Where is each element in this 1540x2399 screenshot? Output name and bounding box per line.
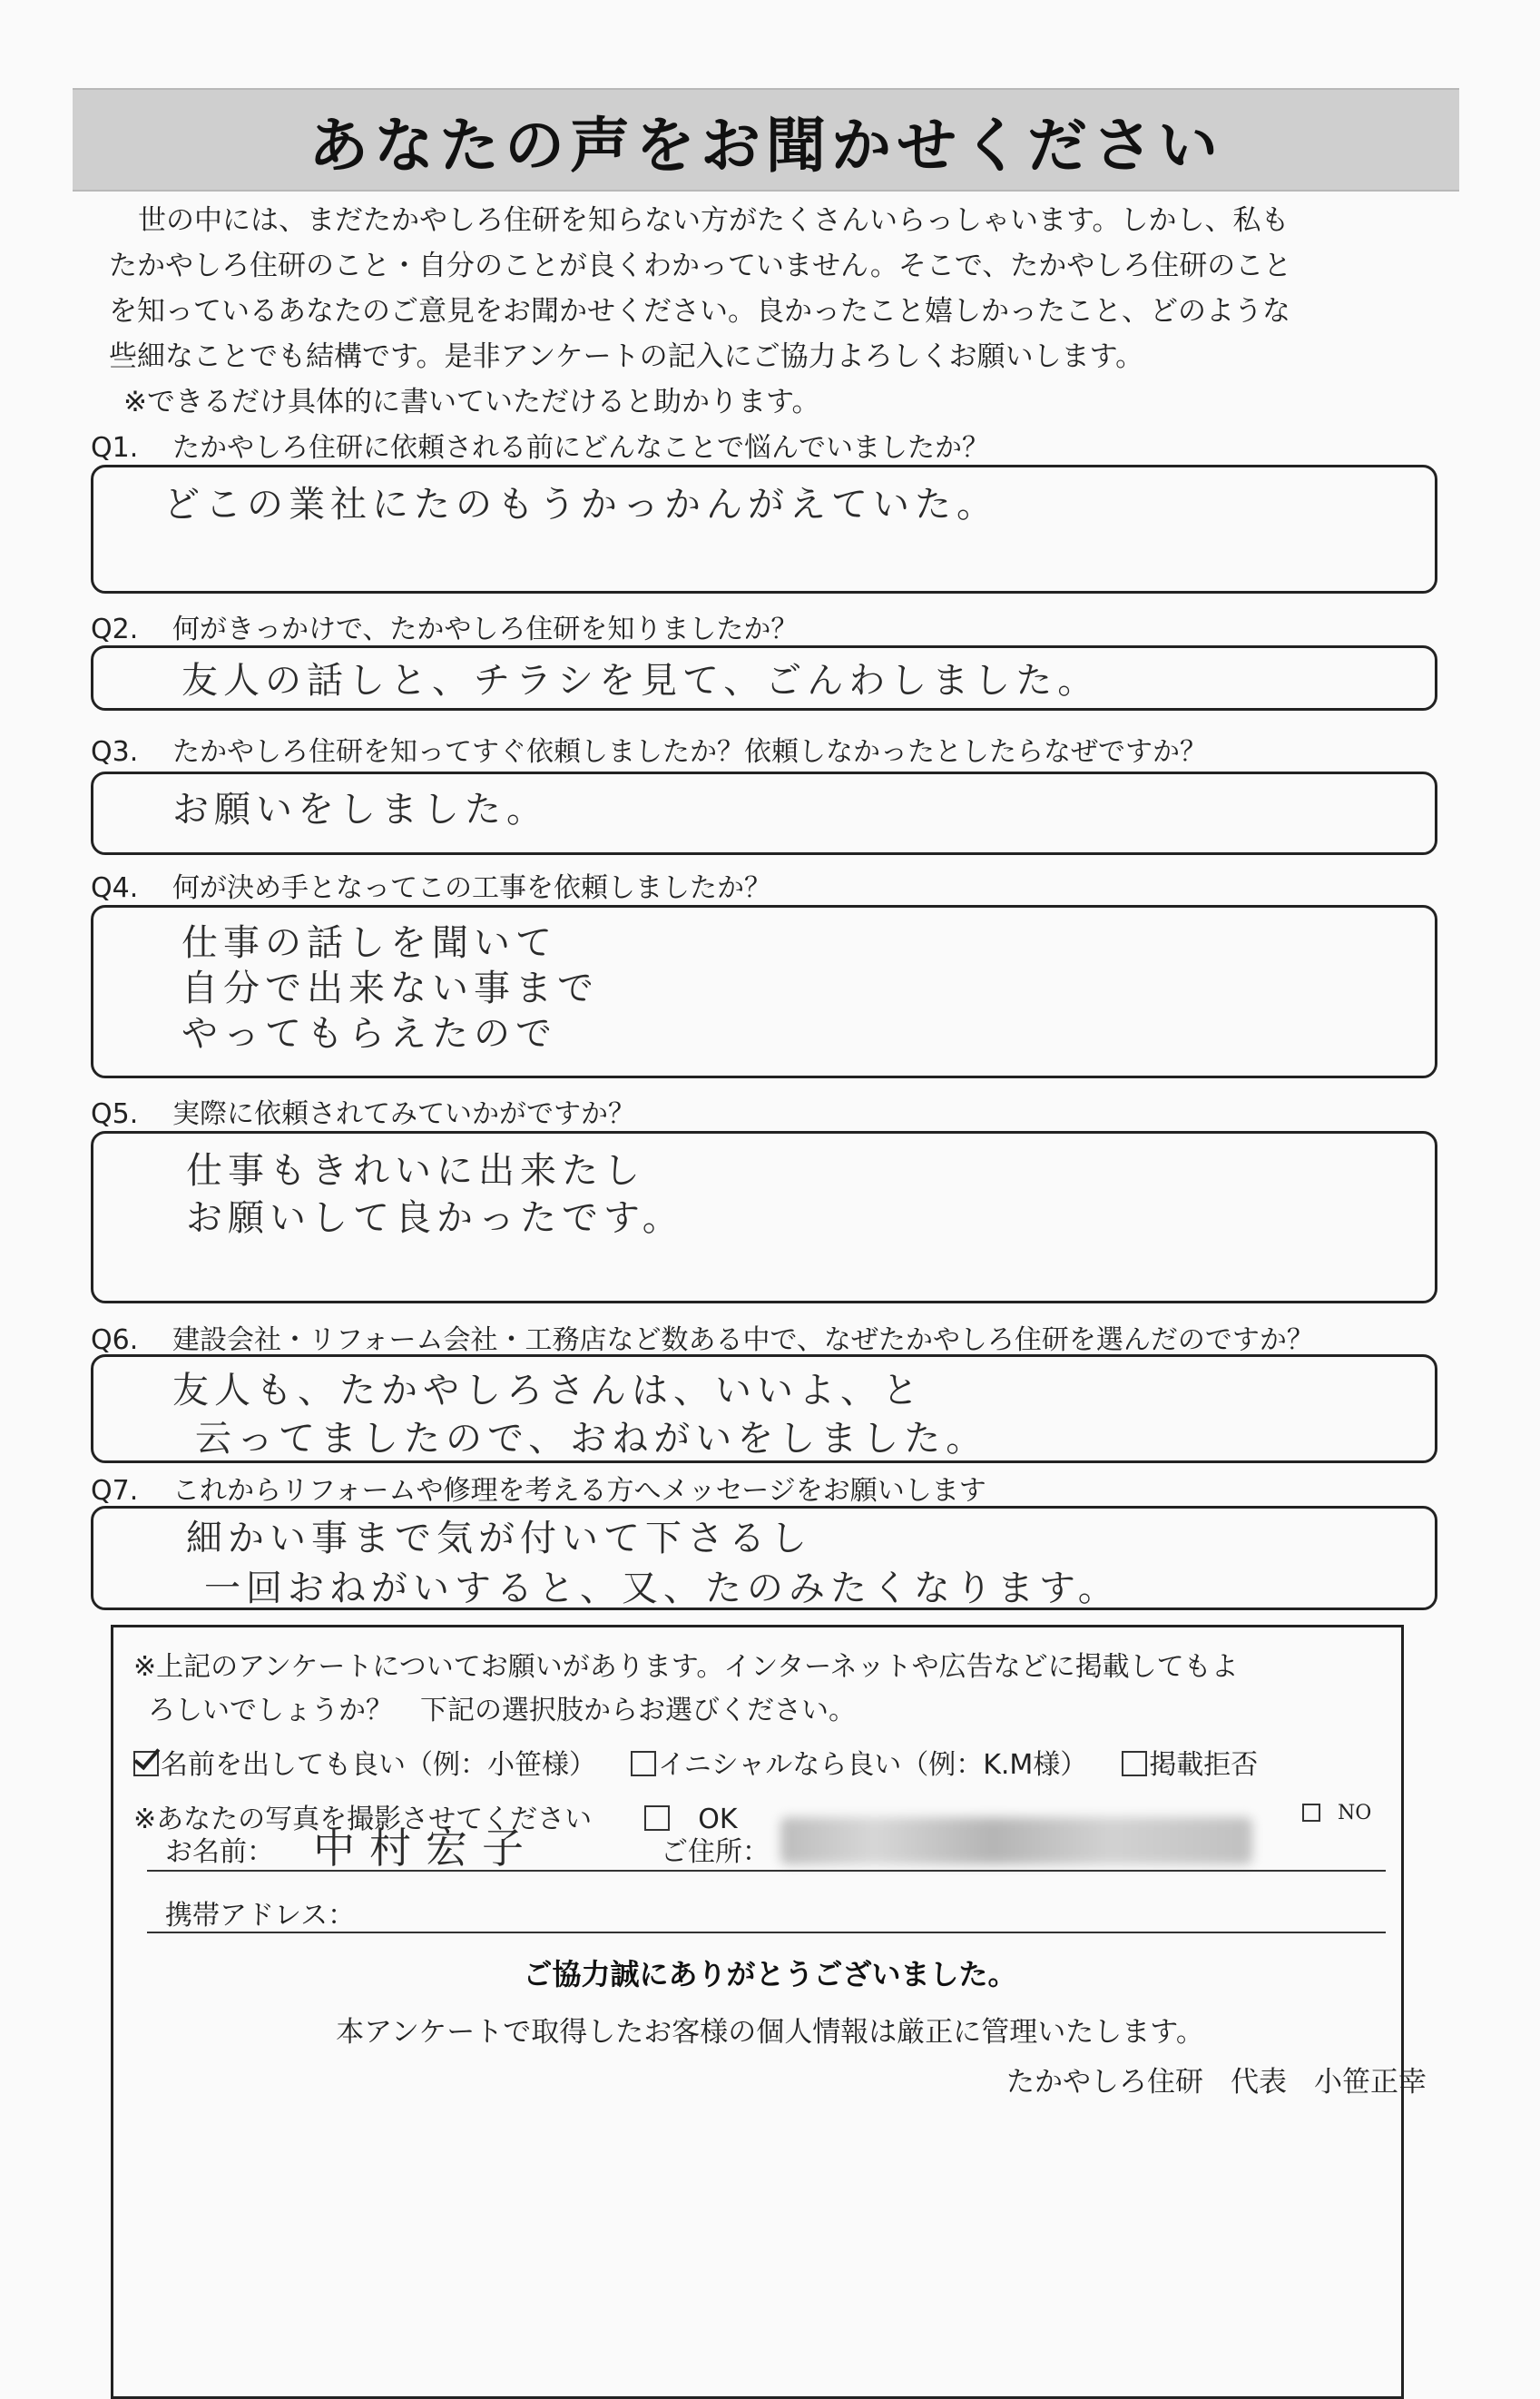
question-text: 何がきっかけで、たかやしろ住研を知りましたか？ <box>172 614 799 645</box>
question-6 <box>91 1317 1314 1357</box>
checkbox[interactable] <box>631 1751 656 1776</box>
title-band <box>73 88 1459 192</box>
answer-4-line-1: 仕事の話しを聞いて <box>181 922 557 964</box>
intro-line: たかやしろ住研のこと・自分のことが良くわかっていません。そこで、たかやしろ住研のこと <box>109 250 1292 282</box>
answer-4-line-3: やってもらえたので <box>181 1013 557 1055</box>
representative: 小笹正幸 <box>1314 2066 1427 2099</box>
question-5 <box>91 1091 635 1131</box>
question-text: 何が決め手となってこの工事を依頼しましたか？ <box>172 872 771 904</box>
answer-7-line-1: 細かい事まで気が付いて下さるし <box>186 1518 812 1559</box>
question-number: Q3. <box>91 736 139 768</box>
thanks-message: ご協力誠にありがとうございました。 <box>523 1957 1017 1991</box>
company-name: たかやしろ住研 <box>1006 2066 1203 2099</box>
address-label: ご住所： <box>661 1836 770 1868</box>
answer-1-line-1: どこの業社にたのもうかっかんがえていた。 <box>163 484 998 526</box>
consent-request-line-1: ※上記のアンケートについてお願いがあります。インターネットや広告などに掲載してもよ <box>133 1651 1239 1683</box>
question-number: Q1. <box>91 432 139 464</box>
answer-6-line-2: 云ってましたので、おねがいをしました。 <box>195 1418 988 1460</box>
role: 代表 <box>1231 2066 1287 2099</box>
intro-line: 世の中には、まだたかやしろ住研を知らない方がたくさんいらっしゃいます。しかし、私も <box>138 204 1290 237</box>
intro-line: 些細なことでも結構です。是非アンケートの記入にご協力よろしくお願いします。 <box>109 340 1144 373</box>
intro-note: ※できるだけ具体的に書いていただけると助かります。 <box>123 386 820 418</box>
address-value-redacted[interactable] <box>780 1817 1252 1864</box>
option-decline[interactable]: 掲載拒否 <box>1122 1742 1258 1782</box>
answer-3-line-1: お願いをしました。 <box>172 789 548 831</box>
mobile-label: 携帯アドレス： <box>165 1900 356 1932</box>
answer-5-line-1: 仕事もきれいに出来たし <box>186 1150 645 1192</box>
question-4 <box>91 865 771 905</box>
name-value[interactable]: 中村宏子 <box>313 1824 538 1873</box>
question-text: 実際に依頼されてみていかがですか？ <box>172 1098 635 1130</box>
answer-2-line-1: 友人の話しと、チラシを見て、ごんわしました。 <box>181 660 1100 702</box>
question-1 <box>91 425 989 465</box>
name-rule <box>147 1870 1386 1872</box>
name-label: お名前： <box>165 1836 274 1868</box>
option-initial-ok[interactable]: イニシャルなら良い（例：K.M様） <box>631 1742 1087 1782</box>
mobile-rule <box>147 1932 1386 1933</box>
privacy-notice: 本アンケートで取得したお客様の個人情報は厳正に管理いたします。 <box>336 2016 1204 2049</box>
question-2 <box>91 606 798 646</box>
question-text: たかやしろ住研に依頼される前にどんなことで悩んでいましたか？ <box>172 432 989 464</box>
question-text: これからリフォームや修理を考える方へメッセージをお願いします <box>172 1475 986 1507</box>
question-3 <box>91 729 1207 769</box>
checkbox[interactable] <box>1302 1804 1320 1822</box>
page-title: あなたの声をお聞かせください <box>309 110 1223 181</box>
question-number: Q6. <box>91 1324 139 1356</box>
photo-request: ※あなたの写真を撮影させてください OK <box>133 1804 738 1835</box>
answer-5-line-2: お願いして良かったです。 <box>186 1197 684 1239</box>
option-name-ok[interactable]: 名前を出しても良い（例：小笹様） <box>133 1742 596 1782</box>
consent-options <box>133 1742 1258 1782</box>
checkbox[interactable] <box>644 1805 670 1831</box>
answer-7-line-2: 一回おねがいすると、又、たのみたくなります。 <box>204 1568 1120 1609</box>
checkbox[interactable] <box>1122 1751 1147 1776</box>
question-7 <box>91 1468 986 1508</box>
question-number: Q7. <box>91 1475 139 1507</box>
question-text: 建設会社・リフォーム会社・工務店など数ある中で、なぜたかやしろ住研を選んだのですか？ <box>172 1324 1314 1356</box>
checkbox-checked[interactable] <box>133 1751 159 1776</box>
question-number: Q5. <box>91 1098 139 1130</box>
question-number: Q4. <box>91 872 139 904</box>
question-text: たかやしろ住研を知ってすぐ依頼しましたか？依頼しなかったとしたらなぜですか？ <box>172 736 1207 768</box>
photo-ok-option[interactable]: OK <box>644 1804 738 1835</box>
question-number: Q2. <box>91 614 139 645</box>
signature <box>1006 2059 1427 2099</box>
answer-4-line-2: 自分で出来ない事まで <box>181 968 599 1009</box>
intro-line: を知っているあなたのご意見をお聞かせください。良かったこと嬉しかったこと、どのような <box>109 295 1290 328</box>
consent-request-line-2: ろしいでしょうか？ 下記の選択肢からお選びください。 <box>148 1695 856 1726</box>
answer-6-line-1: 友人も、たかやしろさんは、いいよ、と <box>172 1370 924 1411</box>
photo-no-option[interactable]: NO <box>1302 1802 1371 1824</box>
intro-text <box>109 198 1434 425</box>
